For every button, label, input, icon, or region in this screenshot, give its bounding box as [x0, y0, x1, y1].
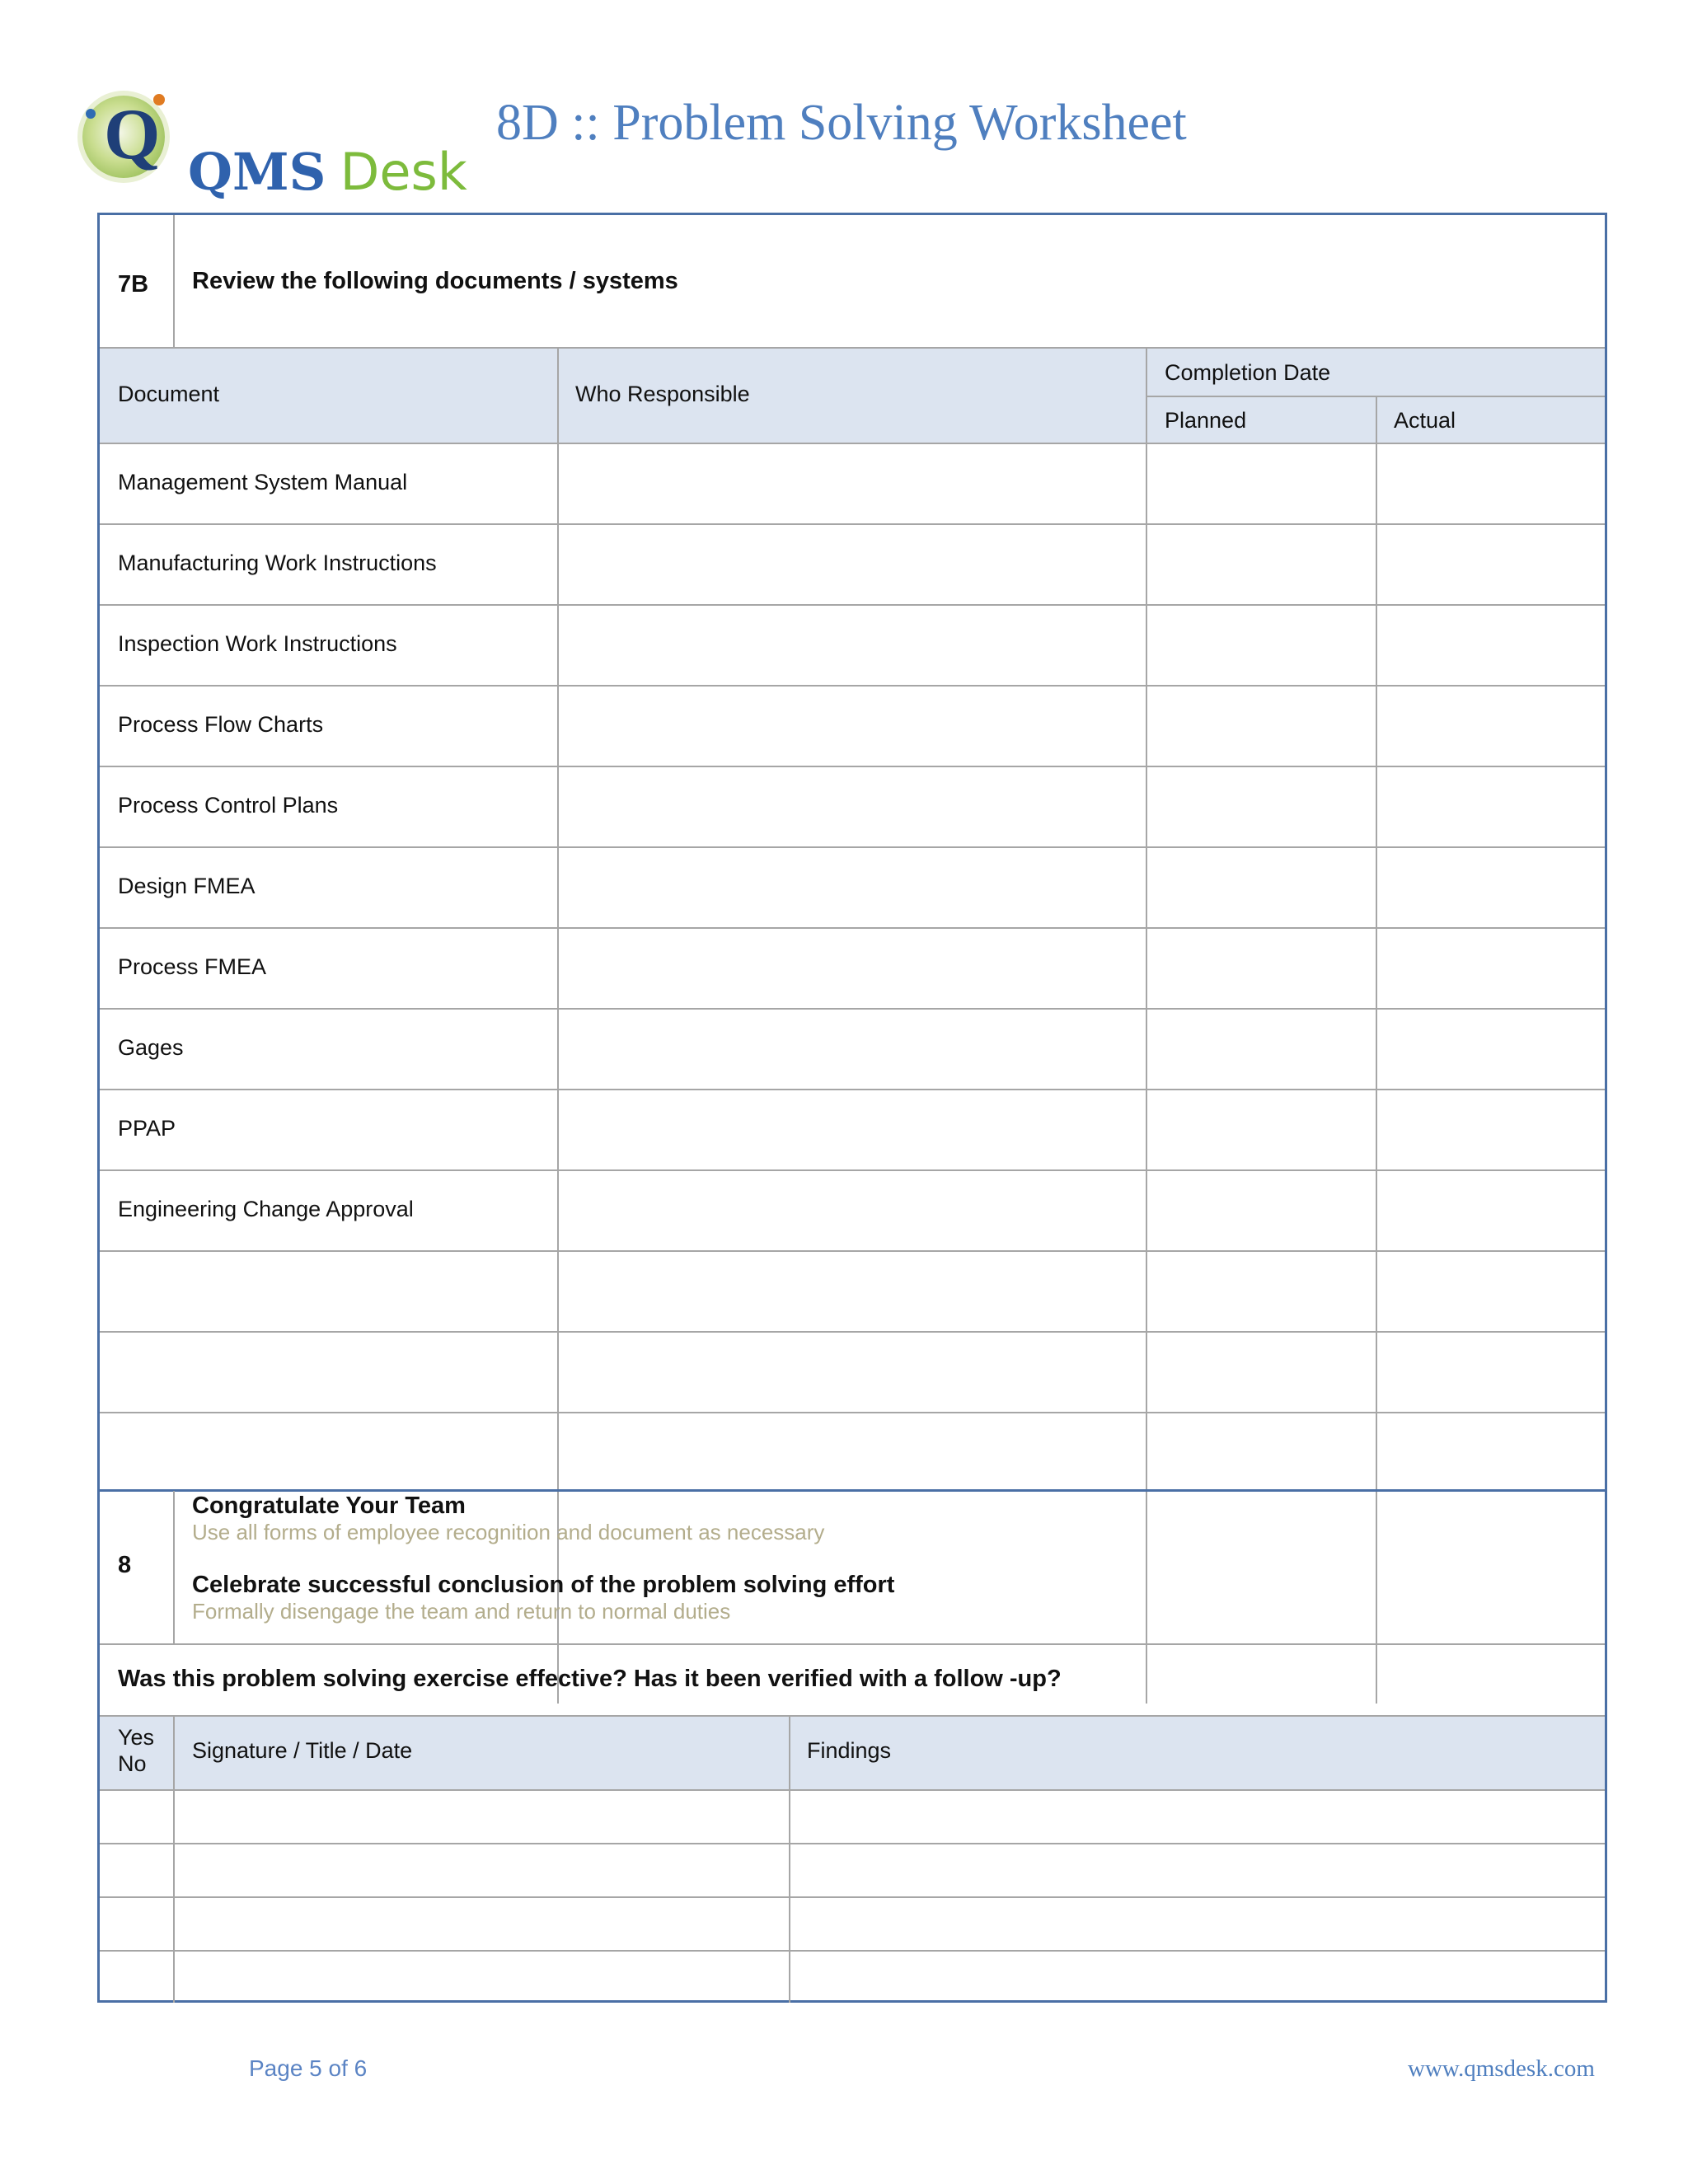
table-row[interactable] — [100, 848, 1605, 927]
logo-dot-icon — [86, 109, 96, 119]
column-header-yes: Yes — [118, 1725, 155, 1750]
divider — [173, 1491, 175, 1643]
column-header-completion-date: Completion Date — [1165, 360, 1331, 385]
document-name-cell: Process FMEA — [118, 954, 267, 979]
section-8-number: 8 — [118, 1552, 132, 1578]
document-name-cell: Gages — [118, 1035, 184, 1060]
table-row[interactable] — [100, 687, 1605, 766]
document-name-cell: Manufacturing Work Instructions — [118, 551, 437, 575]
table-row[interactable] — [100, 1090, 1605, 1169]
document-name-cell: Design FMEA — [118, 874, 256, 898]
column-header-findings: Findings — [807, 1738, 892, 1763]
qms-desk-logo — [82, 92, 467, 208]
document-name-cell: Engineering Change Approval — [118, 1197, 414, 1221]
divider — [1146, 347, 1147, 1704]
logo-q-letter: Q — [104, 95, 161, 175]
section-8-subtext-disengage: Formally disengage the team and return to normal duties — [192, 1599, 731, 1624]
verification-row[interactable] — [100, 1791, 1605, 1843]
divider — [173, 215, 175, 347]
divider — [557, 347, 559, 1704]
section-8-heading-congratulate: Congratulate Your Team — [192, 1493, 466, 1519]
section-7b-heading: Review the following documents / systems — [192, 268, 678, 294]
table-row[interactable] — [100, 1333, 1605, 1412]
divider — [1376, 396, 1377, 1704]
section-8-subtext-recognition: Use all forms of employee recognition and document as necessary — [192, 1520, 825, 1544]
table-row[interactable] — [100, 1010, 1605, 1089]
website-link[interactable]: www.qmsdesk.com — [1408, 2055, 1595, 2082]
column-header-actual: Actual — [1394, 408, 1456, 433]
table-row[interactable] — [100, 525, 1605, 604]
verification-row[interactable] — [100, 1952, 1605, 2003]
page-number: Page 5 of 6 — [249, 2055, 368, 2081]
logo-brand-desk: Desk — [340, 142, 467, 202]
section-8-heading-celebrate: Celebrate successful conclusion of the problem solving effort — [192, 1572, 895, 1598]
document-name-cell: Process Flow Charts — [118, 712, 324, 737]
document-name-cell: Management System Manual — [118, 470, 408, 494]
table-row[interactable] — [100, 1171, 1605, 1250]
table-row[interactable] — [100, 767, 1605, 846]
divider — [100, 1489, 1605, 1492]
column-header-signature: Signature / Title / Date — [192, 1738, 413, 1763]
section-7b-number: 7B — [118, 271, 149, 298]
verification-row[interactable] — [100, 1844, 1605, 1896]
logo-brand-qms: QMS — [188, 142, 326, 202]
divider — [100, 1643, 1605, 1645]
column-header-document: Document — [118, 382, 220, 406]
verification-row[interactable] — [100, 1898, 1605, 1950]
worksheet-frame — [97, 213, 1607, 2003]
table-row[interactable] — [100, 1413, 1605, 1493]
logo-brand-text — [188, 142, 467, 202]
column-header-who-responsible: Who Responsible — [575, 382, 750, 406]
table-row[interactable] — [100, 929, 1605, 1008]
document-name-cell: Process Control Plans — [118, 793, 339, 818]
table-row[interactable] — [100, 444, 1605, 523]
column-header-no: No — [118, 1751, 147, 1776]
document-name-cell: Inspection Work Instructions — [118, 631, 397, 656]
table-row[interactable] — [100, 606, 1605, 685]
column-header-planned: Planned — [1165, 408, 1247, 433]
document-name-cell: PPAP — [118, 1116, 176, 1141]
verification-question: Was this problem solving exercise effective? Has it been verified with a follow -up? — [118, 1666, 1062, 1692]
page-title: 8D :: Problem Solving Worksheet — [496, 95, 1187, 151]
table-row[interactable] — [100, 1252, 1605, 1331]
